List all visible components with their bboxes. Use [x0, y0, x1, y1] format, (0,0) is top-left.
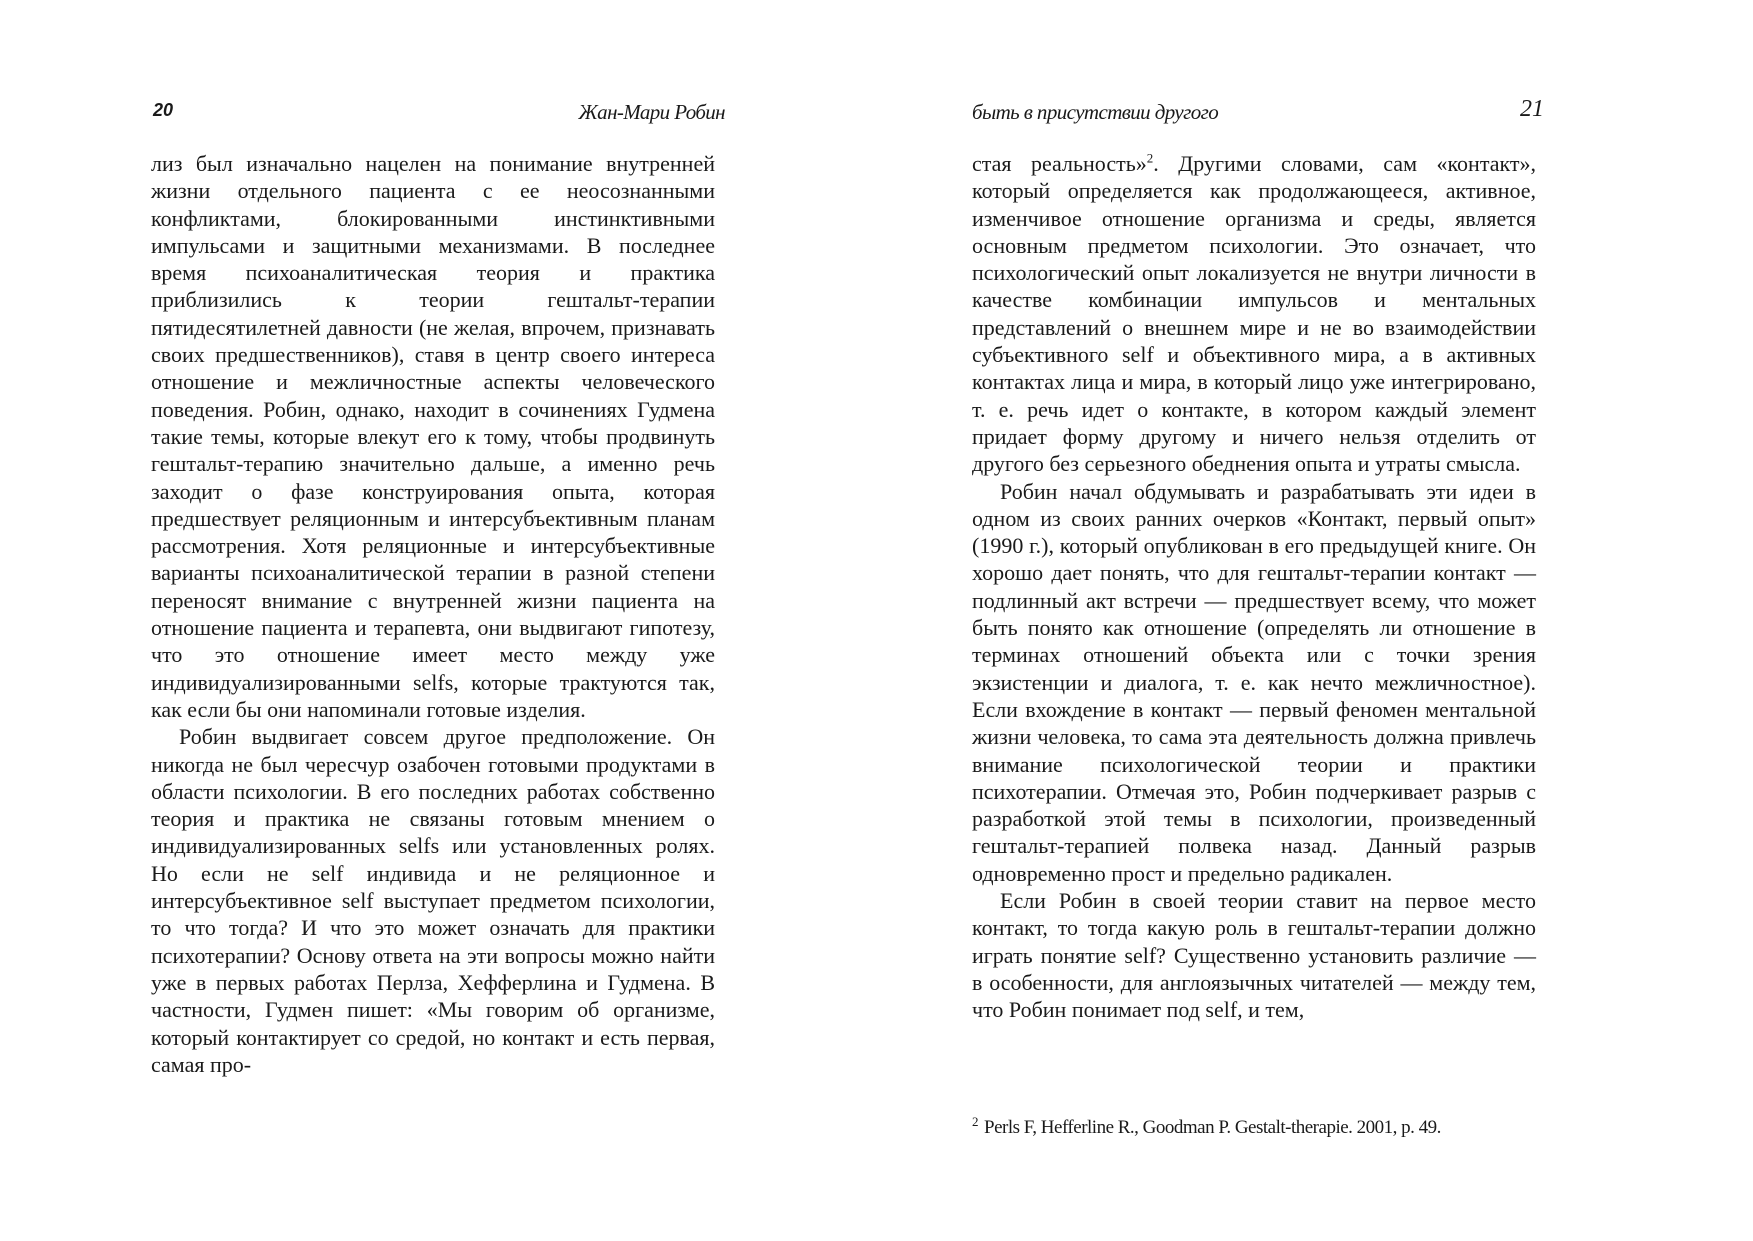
paragraph: Если Робин в своей теории ставит на первое место контакт, то тогда какую роль в гештальт-терапии должно играть понятие self? Существенно установить различие — в особенности, для англоязычных читателей — между тем, что Робин понимает под self, и тем,	[972, 888, 1536, 1023]
left-page-text-column	[151, 150, 715, 1078]
left-page-header	[153, 100, 725, 136]
page-number-left: 20	[153, 100, 174, 120]
right-page	[876, 0, 1753, 1241]
paragraph-text-start: стая реальность»	[972, 151, 1147, 176]
footnote-marker: 2	[972, 1113, 978, 1129]
right-page-header	[972, 96, 1544, 136]
right-page-text-column	[972, 150, 1536, 1024]
footnote-reference[interactable]: 2	[1146, 150, 1154, 166]
paragraph	[972, 150, 1536, 478]
running-head-title: быть в присутствии другого	[972, 100, 1219, 124]
footnote-text: Perls F, Hefferline R., Goodman P. Gestalt-therapie. 2001, p. 49.	[984, 1117, 1441, 1138]
footnote	[972, 1113, 1536, 1139]
paragraph: лиз был изначально нацелен на понимание внутренней жизни отдельного пациента с ее неосознанными конфликтами, блокированными инстинктивными импульсами и защитными механизмами. В последнее время психоаналитическая теория и практика приблизились к теории гештальт-терапии пятидесятилетней давности (не желая, впрочем, признавать своих предшественников), ставя в центр своего интереса отношение и межличностные аспекты человеческого поведения. Робин, однако, находит в сочинениях Гудмена такие темы, которые влекут его к тому, чтобы продвинуть гештальт-терапию значительно дальше, а именно речь заходит о фазе конструирования опыта, которая предшествует реляционным и интерсубъективным планам рассмотрения. Хотя реляционные и интерсубъективные варианты психоаналитической терапии в разной степени переносят внимание с внутренней жизни пациента на отношение пациента и терапевта, они выдвигают гипотезу, что это отношение имеет место между уже индивидуализированными selfs, которые трактуются так, как если бы они напоминали готовые изделия.	[151, 151, 715, 722]
paragraph-text-rest: . Другими словами, сам «контакт», который определяется как продолжающееся, активное, изменчивое отношение организма и среды, является основным предметом психологии. Это означает, что психологический опыт локализуется не внутри личности в качестве комбинации импульсов и ментальных представлений о внешнем мире и не во взаимодействии субъективного self и объективного мира, а в активных контактах лица и мира, в который лицо уже интегрировано, т. е. речь идет о контакте, в котором каждый элемент придает форму другому и ничего нельзя отделить от другого без серьезного обеднения опыта и утраты смысла.	[972, 151, 1536, 477]
paragraph: Робин выдвигает совсем другое предположение. Он никогда не был чересчур озабочен готовыми продуктами в области психологии. В его последних работах собственно теория и практика не связаны готовым мнением о индивидуализированных selfs или установленных ролях. Но если не self индивида и не реляционное и интерсубъективное self выступает предметом психологии, то что тогда? И что это может означать для практики психотерапии? Основу ответа на эти вопросы можно найти уже в первых работах Перлза, Хефферлина и Гудмена. В частности, Гудмен пишет: «Мы говорим об организме, который контактирует со средой, но контакт и есть первая, самая про-	[151, 724, 715, 1077]
page-number-right: 21	[1520, 96, 1544, 122]
paragraph: Робин начал обдумывать и разрабатывать эти идеи в одном из своих ранних очерков «Контакт, первый опыт» (1990 г.), который опубликован в его предыдущей книге. Он хорошо дает понять, что для гештальт-терапии контакт — подлинный акт встречи — предшествует всему, что может быть понято как отношение (определять ли отношение в терминах отношений объекта или с точки зрения экзистенции и диалога, т. е. как нечто межличностное). Если вхождение в контакт — первый феномен ментальной жизни человека, то сама эта деятельность должна привлечь внимание психологической теории и практики психотерапии. Отмечая это, Робин подчеркивает разрыв с разработкой этой темы в психологии, произведенный гештальт-терапией полвека назад. Данный разрыв одновременно прост и предельно радикален.	[972, 478, 1536, 886]
left-page	[0, 0, 876, 1241]
running-head-author: Жан-Мари Робин	[578, 100, 725, 124]
